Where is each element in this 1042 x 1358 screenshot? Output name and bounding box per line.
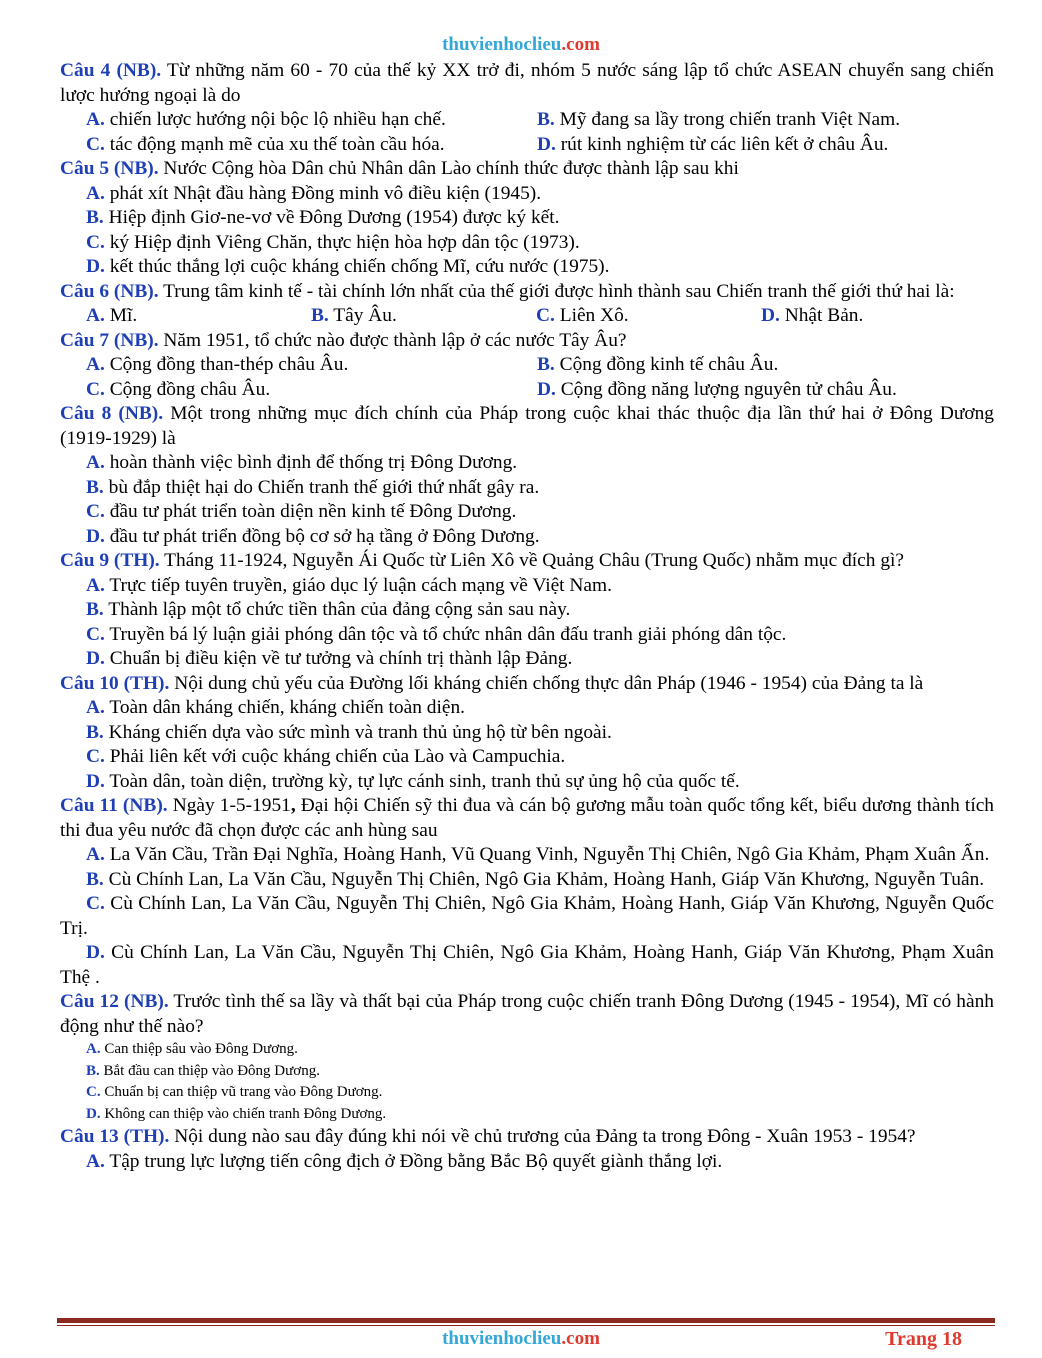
option-b	[60, 721, 994, 746]
question-text-bold: ,	[290, 795, 296, 816]
option-text: Tây Âu.	[333, 305, 397, 326]
page-number: Trang 18	[885, 1328, 962, 1350]
question-text: Nội dung chủ yếu của Đường lối kháng chiến chống thực dân Pháp (1946 - 1954) của Đảng ta là	[169, 672, 924, 694]
question-label: Câu 7 (NB).	[60, 329, 159, 351]
question-12	[60, 990, 994, 1039]
option-letter: B.	[537, 354, 555, 375]
option-text: hoàn thành việc bình định để thống trị Đông Dương.	[109, 452, 518, 473]
option-text: Cù Chính Lan, La Văn Cầu, Nguyễn Thị Chiên, Ngô Gia Khảm, Hoàng Hanh, Giáp Văn Khương, Nguyễn Quốc Trị.	[60, 893, 994, 939]
option-letter: D.	[86, 1105, 101, 1122]
option-letter: A.	[86, 697, 105, 718]
option-letter: C.	[86, 746, 105, 767]
option-a	[60, 843, 994, 868]
option-text: Không can thiệp vào chiến tranh Đông Dương.	[104, 1105, 387, 1122]
option-a	[86, 353, 537, 378]
option-d	[761, 304, 986, 329]
option-letter: D.	[86, 525, 105, 547]
option-b	[60, 868, 994, 893]
option-letter: A.	[86, 574, 105, 596]
option-text: rút kinh nghiệm từ các liên kết ở châu Âu.	[560, 133, 889, 155]
options-row	[60, 353, 994, 378]
option-c	[86, 378, 537, 403]
option-d	[537, 133, 988, 158]
options-row	[60, 304, 994, 329]
question-label: Câu 9 (TH).	[60, 550, 160, 571]
option-d	[60, 255, 994, 280]
options-row	[60, 108, 994, 133]
option-letter: D.	[761, 305, 780, 326]
option-letter: B.	[86, 476, 104, 498]
option-letter: C.	[86, 501, 105, 522]
option-d	[537, 378, 988, 403]
option-text: Toàn dân kháng chiến, kháng chiến toàn diện.	[109, 697, 465, 718]
option-text: Kháng chiến dựa vào sức mình và tranh thủ ủng hộ từ bên ngoài.	[108, 721, 612, 743]
question-label: Câu 6 (NB).	[60, 280, 159, 302]
option-text: Thành lập một tổ chức tiền thân của đảng cộng sản sau này.	[108, 599, 571, 620]
option-d	[60, 770, 994, 795]
option-b	[537, 353, 988, 378]
option-d	[60, 1104, 994, 1126]
option-letter: B.	[86, 1062, 100, 1079]
option-b	[311, 304, 536, 329]
option-c	[60, 745, 994, 770]
option-letter: D.	[537, 133, 556, 155]
option-text: Cộng đồng than-thép châu Âu.	[109, 354, 349, 375]
option-letter: C.	[86, 378, 105, 400]
option-a	[86, 304, 311, 329]
question-label: Câu 13 (TH).	[60, 1126, 170, 1147]
question-5	[60, 157, 994, 182]
question-text: Ngày 1-5-1951	[167, 795, 291, 816]
option-letter: C.	[86, 893, 105, 914]
option-letter: D.	[86, 648, 105, 669]
footer-site-domain: .com	[561, 1328, 600, 1349]
option-letter: B.	[86, 207, 104, 228]
option-text: tác động mạnh mẽ của xu thế toàn cầu hóa.	[109, 133, 445, 155]
option-letter: D.	[86, 770, 105, 792]
question-8	[60, 402, 994, 451]
question-4	[60, 59, 994, 108]
option-d	[60, 941, 994, 990]
option-text: Phải liên kết với cuộc kháng chiến của Lào và Campuchia.	[109, 746, 566, 767]
option-letter: C.	[86, 623, 105, 645]
option-text: Truyền bá lý luận giải phóng dân tộc và tổ chức nhân dân đấu tranh giải phóng dân tộc.	[109, 623, 787, 645]
option-text: Toàn dân, toàn diện, trường kỳ, tự lực cánh sinh, tranh thủ sự ủng hộ của quốc tế.	[109, 770, 740, 792]
option-letter: A.	[86, 1041, 101, 1057]
option-a	[60, 1150, 994, 1175]
question-text: Tháng 11-1924, Nguyễn Ái Quốc từ Liên Xô về Quảng Châu (Trung Quốc) nhằm mục đích gì?	[159, 550, 905, 571]
option-text: Can thiệp sâu vào Đông Dương.	[104, 1041, 298, 1057]
option-letter: C.	[86, 1084, 101, 1100]
option-c	[536, 304, 761, 329]
question-label: Câu 10 (TH).	[60, 672, 170, 694]
question-text: Từ những năm 60 - 70 của thế kỷ XX trở đi, nhóm 5 nước sáng lập tổ chức ASEAN chuyển sang chiến lược hướng ngoại là do	[60, 60, 994, 106]
document-body	[60, 59, 994, 1174]
question-label: Câu 11 (NB).	[60, 795, 168, 816]
option-text: Cù Chính Lan, La Văn Cầu, Nguyễn Thị Chiên, Ngô Gia Khảm, Hoàng Hanh, Giáp Văn Khương, Phạm Xuân Thệ .	[60, 942, 994, 988]
option-b	[60, 476, 994, 501]
option-text: chiến lược hướng nội bộc lộ nhiều hạn chế.	[109, 109, 446, 130]
option-text: Trực tiếp tuyên truyền, giáo dục lý luận cách mạng về Việt Nam.	[109, 574, 612, 596]
option-text: bù đắp thiệt hại do Chiến tranh thế giới thứ nhất gây ra.	[108, 476, 540, 498]
option-text: Cộng đồng châu Âu.	[109, 378, 271, 400]
question-text: Trung tâm kinh tế - tài chính lớn nhất của thế giới được hình thành sau Chiến tranh thế giới thứ hai là:	[158, 280, 955, 302]
option-c	[60, 231, 994, 256]
question-text: Đại hội Chiến sỹ thi đua và cán bộ gương mẫu toàn quốc tổng kết, biểu dương thành tích thi đua yêu nước đã chọn được các anh hùng sau	[60, 795, 995, 841]
option-letter: D.	[86, 942, 105, 963]
option-letter: C.	[86, 133, 105, 155]
question-text: Năm 1951, tổ chức nào được thành lập ở các nước Tây Âu?	[158, 329, 627, 351]
option-c	[60, 623, 994, 648]
option-a	[86, 108, 537, 133]
option-letter: A.	[86, 182, 105, 204]
option-text: phát xít Nhật đầu hàng Đồng minh vô điều kiện (1945).	[109, 182, 542, 204]
question-text: Nội dung nào sau đây đúng khi nói về chủ trương của Đảng ta trong Đông - Xuân 1953 - 1954?	[169, 1126, 916, 1147]
option-b	[537, 108, 988, 133]
question-10	[60, 672, 994, 697]
option-letter: D.	[86, 256, 105, 277]
option-text: Nhật Bản.	[784, 305, 864, 326]
header-site-domain: .com	[561, 34, 600, 55]
option-letter: A.	[86, 109, 105, 130]
question-text: Trước tình thế sa lầy và thất bại của Pháp trong cuộc chiến tranh Đông Dương (1945 - 1954), Mĩ có hành động như thế nào?	[60, 991, 994, 1037]
option-text: Mĩ.	[109, 305, 138, 326]
option-text: Chuẩn bị điều kiện về tư tưởng và chính trị thành lập Đảng.	[109, 648, 573, 669]
footer-divider-thin	[57, 1325, 995, 1326]
option-letter: B.	[537, 109, 555, 130]
option-letter: C.	[536, 305, 555, 326]
option-text: Hiệp định Giơ-ne-vơ về Đông Dương (1954) được ký kết.	[108, 207, 560, 228]
option-text: kết thúc thắng lợi cuộc kháng chiến chống Mĩ, cứu nước (1975).	[109, 256, 610, 277]
option-d	[60, 647, 994, 672]
footer-site-name: thuvienhoclieu	[442, 1328, 562, 1349]
option-text: đầu tư phát triển đồng bộ cơ sở hạ tầng ở Đông Dương.	[109, 525, 540, 547]
question-9	[60, 549, 994, 574]
option-c	[86, 133, 537, 158]
option-letter: A.	[86, 844, 105, 865]
header-site-name: thuvienhoclieu	[442, 34, 562, 55]
page-header	[0, 34, 1042, 56]
option-letter: B.	[86, 599, 104, 620]
option-text: Tập trung lực lượng tiến công địch ở Đồng bằng Bắc Bộ quyết giành thắng lợi.	[109, 1150, 723, 1172]
option-c	[60, 892, 994, 941]
option-d	[60, 525, 994, 550]
question-13	[60, 1125, 994, 1150]
option-letter: D.	[537, 378, 556, 400]
option-b	[60, 1061, 994, 1083]
option-c	[60, 1082, 994, 1104]
option-a	[60, 696, 994, 721]
option-text: Liên Xô.	[559, 305, 629, 326]
question-label: Câu 12 (NB).	[60, 991, 169, 1012]
option-b	[60, 598, 994, 623]
option-a	[60, 1039, 994, 1061]
option-text: Bắt đầu can thiệp vào Đông Dương.	[103, 1062, 320, 1079]
option-a	[60, 451, 994, 476]
option-b	[60, 206, 994, 231]
option-text: Cộng đồng kinh tế châu Âu.	[559, 354, 779, 375]
question-6	[60, 280, 994, 305]
option-text: ký Hiệp định Viêng Chăn, thực hiện hòa hợp dân tộc (1973).	[109, 231, 580, 253]
option-a	[60, 182, 994, 207]
option-text: Chuẩn bị can thiệp vũ trang vào Đông Dương.	[104, 1084, 383, 1100]
question-text: Một trong những mục đích chính của Pháp trong cuộc khai thác thuộc địa lần thứ hai ở Đông Dương (1919-1929) là	[60, 403, 994, 449]
options-row	[60, 378, 994, 403]
question-7	[60, 329, 994, 354]
option-letter: C.	[86, 231, 105, 253]
option-letter: A.	[86, 305, 105, 326]
option-letter: A.	[86, 452, 105, 473]
question-label: Câu 5 (NB).	[60, 158, 159, 179]
question-text: Nước Cộng hòa Dân chủ Nhân dân Lào chính thức được thành lập sau khi	[158, 158, 739, 179]
option-letter: A.	[86, 1150, 105, 1172]
options-row	[60, 133, 994, 158]
option-letter: B.	[311, 305, 329, 326]
option-text: đầu tư phát triển toàn diện nền kinh tế Đông Dương.	[109, 501, 517, 522]
option-letter: A.	[86, 354, 105, 375]
option-c	[60, 500, 994, 525]
option-text: Cù Chính Lan, La Văn Cầu, Nguyễn Thị Chiên, Ngô Gia Khảm, Hoàng Hanh, Giáp Văn Khương, Nguyễn Tuân.	[108, 868, 985, 890]
option-text: Cộng đồng năng lượng nguyên tử châu Âu.	[560, 378, 897, 400]
option-letter: B.	[86, 868, 104, 890]
question-11	[60, 794, 994, 843]
question-label: Câu 8 (NB).	[60, 403, 164, 424]
option-letter: B.	[86, 721, 104, 743]
option-text: Mỹ đang sa lầy trong chiến tranh Việt Nam.	[559, 109, 901, 130]
option-a	[60, 574, 994, 599]
question-label: Câu 4 (NB).	[60, 60, 162, 81]
option-text: La Văn Cầu, Trần Đại Nghĩa, Hoàng Hanh, Vũ Quang Vinh, Nguyễn Thị Chiên, Ngô Gia Khảm, Phạm Xuân Ẩn.	[109, 844, 990, 865]
footer-divider	[57, 1318, 995, 1323]
